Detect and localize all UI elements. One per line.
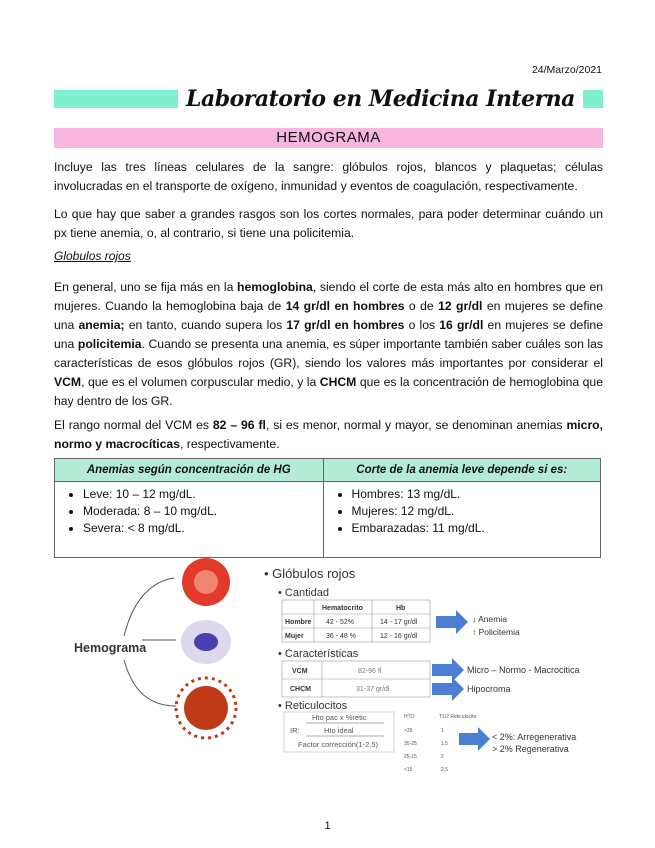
page-number: 1 bbox=[324, 820, 331, 832]
t12-row: 2,5 bbox=[441, 767, 448, 773]
hombre-hto: 42 - 52% bbox=[326, 619, 355, 626]
arrow-icon bbox=[432, 658, 464, 682]
hto-header: HTO bbox=[404, 714, 415, 720]
ir-numerator: Hto pac x %retic bbox=[312, 713, 367, 722]
anemia-table bbox=[54, 458, 601, 558]
vcm-label: VCM bbox=[292, 668, 308, 675]
vcm-value: 82-96 fl bbox=[358, 668, 382, 675]
t12-row: 2 bbox=[441, 754, 444, 760]
factor-correccion: Factor corrección(1-2.5) bbox=[298, 740, 379, 749]
arrow-icon bbox=[459, 727, 490, 751]
policitemia-label: ↑ Policitemia bbox=[472, 627, 520, 637]
t12-header: T1/2 Reticulocito bbox=[439, 714, 477, 720]
intro-paragraph-1: Incluye las tres líneas celulares de la sangre: glóbulos rojos, blancos y plaquetas; células involucradas en el transporte de oxígeno, inmunidad y eventos de coagulación, respectivamente. bbox=[54, 160, 603, 193]
ir-label: IR: bbox=[290, 726, 300, 735]
table-header-2: Corte de la anemia leve depende si es: bbox=[323, 459, 600, 482]
col-hb: Hb bbox=[396, 605, 406, 612]
list-item: • Leve: 10 – 12 mg/dL. bbox=[83, 486, 317, 503]
subheading-globulos-rojos: Globulos rojos bbox=[54, 249, 131, 263]
paragraph-vcm: El rango normal del VCM es 82 – 96 fl, si es menor, normal y mayor, se denominan anemias micro, normo y macrocíticas, respectivamente. bbox=[54, 418, 604, 451]
platelet-icon bbox=[184, 686, 228, 730]
arrow-line bbox=[124, 578, 174, 636]
col-hto: Hematocrito bbox=[322, 605, 363, 612]
caracteristicas-label: • Características bbox=[278, 648, 359, 660]
cantidad-label: • Cantidad bbox=[278, 587, 329, 599]
chcm-value: 31-37 gr/dl bbox=[356, 686, 390, 693]
table-header-1: Anemias según concentración de HG bbox=[55, 459, 324, 482]
chcm-label: CHCM bbox=[290, 686, 311, 693]
list-item: • Severa: < 8 mg/dL. bbox=[83, 520, 317, 537]
list-item: • Moderada: 8 – 10 mg/dL. bbox=[83, 503, 317, 520]
page-title: Laboratorio en Medicina Interna bbox=[178, 83, 583, 115]
hipocroma-label: Hipocroma bbox=[467, 684, 511, 694]
row-mujer: Mujer bbox=[285, 633, 304, 640]
red-blood-cell-center bbox=[194, 570, 218, 594]
arrow-line bbox=[124, 660, 176, 706]
mujer-hb: 12 - 16 gr/dl bbox=[380, 633, 418, 640]
figure-title: • Glóbulos rojos bbox=[264, 566, 356, 581]
section-heading: HEMOGRAMA bbox=[54, 128, 603, 148]
mujer-hto: 36 - 48 % bbox=[326, 633, 356, 640]
anemia-label: ↓ Anemia bbox=[472, 614, 507, 624]
arrow-icon bbox=[436, 610, 468, 634]
row-hombre: Hombre bbox=[285, 619, 312, 626]
t12-row: 1 bbox=[441, 728, 444, 734]
hto-row: 25-15 bbox=[404, 754, 417, 760]
hemograma-figure bbox=[54, 556, 603, 786]
ir-denominator: Hto ideal bbox=[324, 726, 354, 735]
hto-row: 35-25 bbox=[404, 741, 417, 747]
intro-paragraph-2: Lo que hay que saber a grandes rasgos son los cortes normales, para poder determinar cuándo un px tiene anemia, o, al contrario, si tiene una policitemia. bbox=[54, 207, 603, 240]
white-blood-cell-nucleus bbox=[194, 633, 218, 651]
hombre-hb: 14 - 17 gr/dl bbox=[380, 619, 418, 626]
list-item: • Mujeres: 12 mg/dL. bbox=[352, 503, 594, 520]
list-item: • Hombres: 13 mg/dL. bbox=[352, 486, 594, 503]
arregenerativa-label: < 2%: Arregenerativa bbox=[492, 732, 577, 742]
list-item: • Embarazadas: 11 mg/dL. bbox=[352, 520, 594, 537]
arrow-icon bbox=[432, 677, 464, 701]
reticulocitos-label: • Reticulocitos bbox=[278, 700, 348, 712]
t12-row: 1,5 bbox=[441, 741, 448, 747]
hto-row: <15 bbox=[404, 767, 413, 773]
table-cell-2 bbox=[323, 482, 600, 558]
date: 24/Marzo/2021 bbox=[531, 64, 602, 76]
hemograma-label: Hemograma bbox=[74, 641, 147, 655]
micro-label: Micro – Normo - Macrocitica bbox=[467, 665, 580, 675]
hto-row: >35 bbox=[404, 728, 413, 734]
table-cell-1 bbox=[55, 482, 324, 558]
paragraph-hemoglobina: En general, uno se fija más en la hemoglobina, siendo el corte de esta más alto en hombres que en mujeres. Cuando la hemoglobina baja de 14 gr/dl en hombres o de 12 gr/dl en mujeres se define una anemia; en tanto, cuando supera los 17 gr/dl en hombres o los 16 gr/dl en mujeres se define una policitemia. Cuando se presenta una anemia, es súper importante también saber cuáles son las características de esos glóbulos rojos (GR), siendo los valores más importantes por considerar el VCM, que es el volumen corpuscular medio, y la CHCM que es la concentración de hemoglobina que hay dentro de los GR. bbox=[54, 280, 603, 408]
regenerativa-label: > 2% Regenerativa bbox=[492, 744, 569, 754]
